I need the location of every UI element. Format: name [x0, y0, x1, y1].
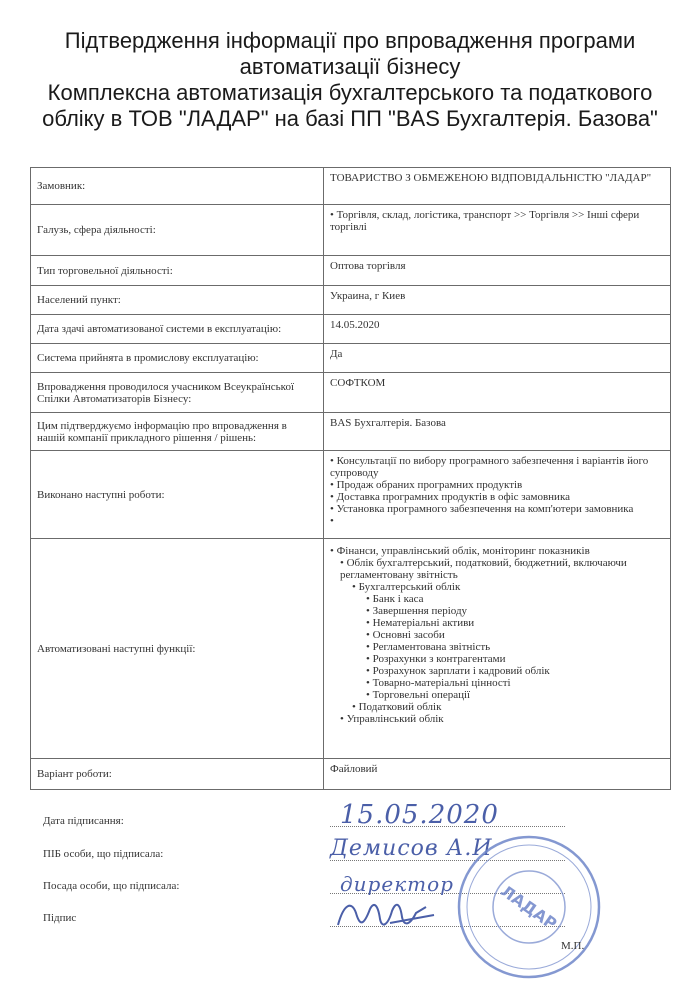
value-handover-date: 14.05.2020 [324, 315, 671, 344]
value-industry: • Торгівля, склад, логістика, транспорт >> Торгівля >> Інші сфери торгівлі [324, 205, 671, 256]
functions-list-cell [324, 539, 671, 759]
signature-stroke [338, 905, 434, 925]
value-trade-type: Оптова торгівля [324, 256, 671, 286]
function-list-item: • Завершення періоду [366, 605, 468, 617]
function-list-item: • Бухгалтерський облік [352, 581, 461, 593]
seal-text: ЛАДАР [497, 881, 561, 934]
function-list-item: • Розрахунок зарплати і кадровий облік [366, 665, 550, 677]
table-row [31, 205, 671, 256]
function-list-item: • Облік бухгалтерський, податковий, бюджетний, включаючи [340, 557, 627, 569]
handwritten-name: Демисов А.И [330, 836, 493, 861]
works-list [330, 455, 664, 527]
table-row [31, 168, 671, 205]
works-list-item: • [330, 515, 334, 527]
function-list-item: • Управлінський облік [340, 713, 444, 725]
label-city: Населений пункт: [31, 286, 324, 315]
title-line-3: Комплексна автоматизація бухгалтерського та податкового [47, 80, 653, 105]
title-line-4: облiку в ТОВ "ЛАДАР" на базі ПП "BAS Бухгалтерія. Базова" [42, 106, 658, 131]
works-list-item: • Доставка програмних продуктів в офіс замовника [330, 491, 571, 503]
works-list-item: • Установка програмного забезпечення на комп'ютери замовника [330, 503, 634, 515]
functions-list [330, 545, 664, 725]
title-line-2: автоматизації бізнесу [239, 54, 461, 79]
handwritten-position: директор [340, 872, 454, 896]
signer-name-label: ПІБ особи, що підписала: [43, 848, 164, 860]
label-implementer: Впровадження проводилося учасником Всеукраїнської Спілки Автоматизаторів Бізнесу: [31, 373, 324, 413]
table-row [31, 315, 671, 344]
title-line-1: Підтвердження інформації про впровадження програми [64, 28, 636, 53]
label-trade-type: Тип торговельної діяльності: [31, 256, 324, 286]
value-variant: Файловий [324, 759, 671, 790]
seal-place-label: М.П. [561, 940, 585, 952]
function-list-item: регламентовану звітність [340, 569, 458, 581]
signer-position-label: Посада особи, що підписала: [43, 880, 180, 892]
value-solution: BAS Бухгалтерія. Базова [324, 413, 671, 451]
function-list-item: • Банк і каса [366, 593, 424, 605]
table-row [31, 413, 671, 451]
label-industry: Галузь, сфера діяльності: [31, 205, 324, 256]
function-list-item: • Фінанси, управлінський облік, моніторинг показників [330, 545, 590, 557]
table-row [31, 539, 671, 759]
table-row [31, 256, 671, 286]
document-title [30, 28, 670, 132]
signing-date-label: Дата підписання: [43, 815, 124, 827]
label-handover-date: Дата здачі автоматизованої системи в експлуатацію: [31, 315, 324, 344]
table-row [31, 451, 671, 539]
function-list-item: • Регламентована звітність [366, 641, 491, 653]
table-row [31, 759, 671, 790]
function-list-item: • Торговельні операції [366, 689, 471, 701]
label-variant: Варіант роботи: [31, 759, 324, 790]
handwritten-signature [330, 895, 450, 935]
works-list-item: • Консультації по вибору програмного забезпечення і варіантів його супроводу [330, 455, 649, 479]
table-row [31, 286, 671, 315]
value-customer: ТОВАРИСТВО З ОБМЕЖЕНОЮ ВІДПОВІДАЛЬНІСТЮ "ЛАДАР" [324, 168, 671, 205]
label-works: Виконано наступні роботи: [31, 451, 324, 539]
label-customer: Замовник: [31, 168, 324, 205]
table-row [31, 373, 671, 413]
function-list-item: • Основні засоби [366, 629, 445, 641]
value-city: Украина, г Киев [324, 286, 671, 315]
label-solution: Цим підтверджуємо інформацію про впровадження в нашій компанії прикладного рішення / рішень: [31, 413, 324, 451]
label-accepted: Система прийнята в промислову експлуатацію: [31, 344, 324, 373]
function-list-item: • Розрахунки з контрагентами [366, 653, 506, 665]
info-table [30, 167, 671, 790]
handwritten-date: 15.05.2020 [340, 800, 499, 830]
works-list-item: • Продаж обраних програмних продуктів [330, 479, 523, 491]
label-functions: Автоматизовані наступні функції: [31, 539, 324, 759]
works-list-cell [324, 451, 671, 539]
function-list-item: • Нематеріальні активи [366, 617, 475, 629]
function-list-item: • Товарно-матеріальні цінності [366, 677, 511, 689]
value-accepted: Да [324, 344, 671, 373]
table-row [31, 344, 671, 373]
signature-label: Підпис [43, 912, 77, 924]
value-implementer: СОФТКОМ [324, 373, 671, 413]
company-seal-icon [455, 833, 603, 981]
function-list-item: • Податковий облік [352, 701, 442, 713]
